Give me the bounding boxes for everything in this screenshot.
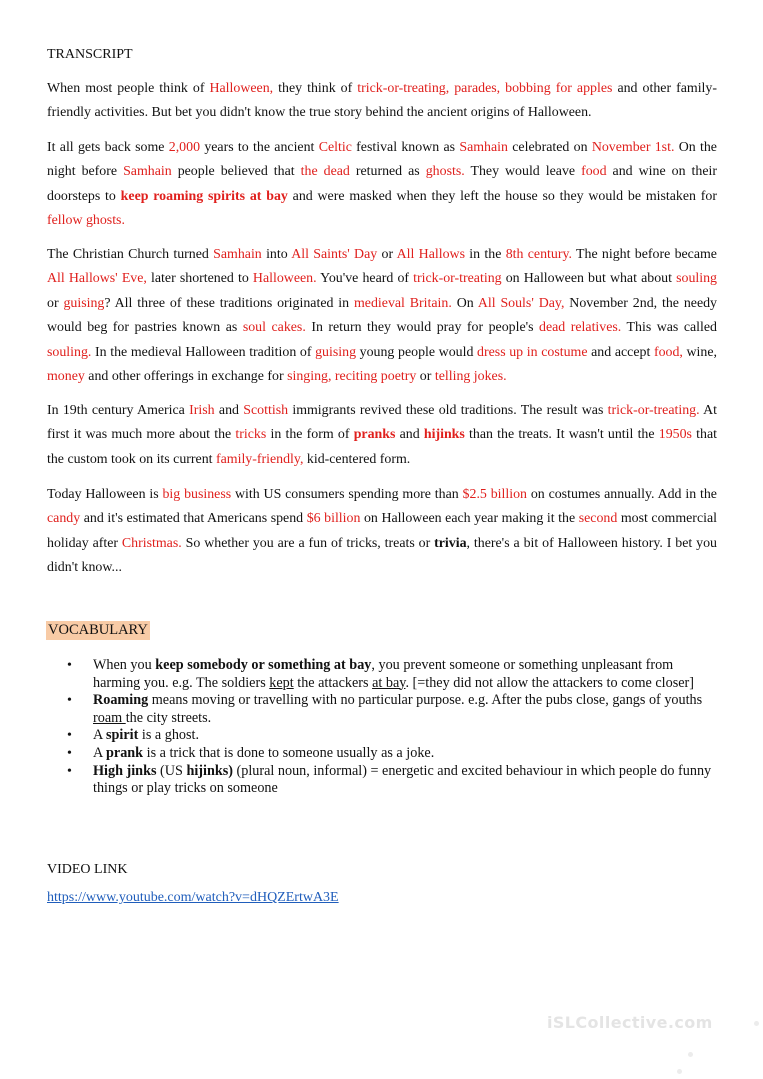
text-run: dress up in costume bbox=[477, 344, 588, 360]
text-run: prank bbox=[106, 744, 144, 761]
text-run: November 2nd, the needy would beg for pastries known as bbox=[47, 295, 718, 336]
transcript-paragraph-1 bbox=[47, 77, 717, 126]
text-run: hijinks) bbox=[186, 762, 233, 779]
video-link[interactable]: https://www.youtube.com/watch?v=dHQZErtwA3E bbox=[47, 890, 339, 905]
text-run: in the bbox=[464, 247, 506, 262]
text-run: trick-or-treating, parades, bobbing for apples bbox=[357, 81, 613, 96]
text-run: Halloween, bbox=[209, 81, 274, 96]
text-run: and accept bbox=[587, 344, 654, 360]
text-run: 8th century. bbox=[505, 247, 572, 262]
text-run: ghosts. bbox=[425, 164, 465, 180]
text-run: big business bbox=[162, 487, 232, 502]
text-run: On the night before bbox=[47, 140, 717, 180]
vocabulary-item bbox=[47, 745, 717, 763]
text-run: money bbox=[47, 369, 85, 385]
text-run: spirit bbox=[106, 727, 139, 744]
text-run: at bay bbox=[372, 674, 406, 691]
text-run: that the custom took on its current bbox=[47, 427, 717, 467]
text-run: A bbox=[93, 744, 107, 761]
vocabulary-item bbox=[47, 657, 717, 692]
text-run: guising bbox=[63, 295, 105, 311]
vocabulary-list bbox=[47, 657, 717, 798]
text-run: Samhain bbox=[213, 247, 262, 262]
text-run: kid-centered form. bbox=[303, 451, 411, 467]
text-run: souling. bbox=[47, 344, 92, 360]
text-run: than the treats. It wasn't until the bbox=[464, 427, 659, 443]
text-run: they think of bbox=[273, 81, 358, 96]
text-run: It all gets back some bbox=[47, 140, 169, 155]
text-run: and other offerings in exchange for bbox=[84, 369, 288, 385]
text-run: (plural noun, informal) = energetic and excited behaviour in which people do funny things or play tricks on someone bbox=[93, 762, 712, 797]
text-run: people believed that bbox=[171, 164, 301, 180]
text-run: pranks bbox=[353, 427, 396, 443]
text-run: second bbox=[578, 511, 618, 527]
text-run: Halloween. bbox=[252, 271, 317, 287]
text-run: dead relatives. bbox=[539, 320, 622, 336]
text-run: into bbox=[261, 247, 292, 262]
watermark-dot bbox=[688, 1052, 693, 1057]
transcript-paragraph-5 bbox=[47, 483, 717, 581]
text-run: . [=they did not allow the attackers to come closer] bbox=[405, 674, 694, 691]
text-run: hijinks bbox=[423, 427, 465, 443]
text-run: ? All three of these traditions originated in bbox=[104, 295, 354, 311]
transcript-paragraph-4 bbox=[47, 399, 717, 472]
text-run: or bbox=[377, 247, 397, 262]
text-run: So whether you are a fun of tricks, treats or bbox=[181, 535, 435, 551]
text-run: or bbox=[416, 369, 435, 385]
text-run: candy bbox=[47, 511, 81, 527]
text-run: Samhain bbox=[123, 164, 172, 180]
text-run: singing, reciting poetry bbox=[287, 369, 417, 385]
text-run: most commercial holiday after bbox=[47, 511, 717, 551]
text-run: A bbox=[93, 727, 107, 744]
text-run: medieval Britain. bbox=[354, 295, 452, 311]
text-run: , you prevent someone or something unpleasant from harming you. e.g. The soldiers bbox=[93, 657, 674, 691]
video-link-heading: VIDEO LINK bbox=[47, 862, 128, 877]
text-run: This was called bbox=[621, 320, 717, 336]
text-run: trick-or-treating. bbox=[607, 403, 700, 418]
text-run: soul cakes. bbox=[242, 320, 306, 336]
text-run: young people would bbox=[356, 344, 478, 360]
transcript-paragraph-2 bbox=[47, 136, 717, 234]
text-run: Scottish bbox=[243, 403, 289, 418]
text-run: $2.5 billion bbox=[462, 487, 527, 502]
text-run: in the form of bbox=[266, 427, 354, 443]
text-run: Celtic bbox=[318, 140, 352, 155]
text-run: kept bbox=[269, 674, 294, 691]
text-run: The night before became bbox=[571, 247, 717, 262]
text-run: keep somebody or something at bay bbox=[155, 657, 372, 673]
text-run: and wine on their doorsteps to bbox=[47, 164, 717, 204]
transcript-heading: TRANSCRIPT bbox=[47, 47, 133, 62]
text-run: All Hallows' Eve, bbox=[47, 271, 147, 287]
text-run: Irish bbox=[189, 403, 215, 418]
text-run: food, bbox=[653, 344, 683, 360]
text-run: On bbox=[451, 295, 478, 311]
vocabulary-item bbox=[47, 692, 717, 727]
text-run: festival known as bbox=[351, 140, 460, 155]
text-run: Roaming bbox=[93, 692, 149, 709]
text-run: The Christian Church turned bbox=[47, 247, 214, 262]
text-run: All Hallows bbox=[396, 247, 465, 262]
text-run: (US bbox=[156, 762, 187, 779]
text-run: on Halloween each year making it the bbox=[360, 511, 579, 527]
text-run: on Halloween but what about bbox=[501, 271, 677, 287]
text-run: immigrants revived these old traditions. The result was bbox=[288, 403, 608, 418]
text-run: You've heard of bbox=[316, 271, 414, 287]
text-run: $6 billion bbox=[306, 511, 361, 527]
vocabulary-heading: VOCABULARY bbox=[48, 622, 148, 638]
text-run: At first it was much more about the bbox=[47, 403, 717, 443]
text-run: In return they would pray for people's bbox=[305, 320, 540, 336]
text-run: is a ghost. bbox=[138, 727, 200, 744]
text-run: means moving or travelling with no particular purpose. e.g. After the pubs close, gangs of youths bbox=[148, 692, 703, 709]
text-run: or bbox=[47, 295, 64, 311]
watermark-logo: iSLCollective.com bbox=[547, 1013, 713, 1032]
text-run: family-friendly, bbox=[215, 451, 304, 467]
text-run: souling bbox=[676, 271, 717, 287]
text-run: 2,000 bbox=[168, 140, 201, 155]
text-run: All Souls' Day, bbox=[477, 295, 565, 311]
text-run: with US consumers spending more than bbox=[231, 487, 463, 502]
text-run: In 19th century America bbox=[47, 403, 190, 418]
text-run: later shortened to bbox=[146, 271, 253, 287]
text-run: November 1st. bbox=[591, 140, 675, 155]
text-run: and bbox=[214, 403, 244, 418]
text-run: guising bbox=[315, 344, 357, 360]
watermark-dot bbox=[754, 1021, 759, 1026]
text-run: All Saints' Day bbox=[291, 247, 378, 262]
text-run: years to the ancient bbox=[200, 140, 319, 155]
text-run: trivia bbox=[434, 535, 467, 551]
text-run: When most people think of bbox=[47, 81, 210, 96]
watermark-dot bbox=[677, 1069, 682, 1074]
text-run: celebrated on bbox=[507, 140, 592, 155]
text-run: and it's estimated that Americans spend bbox=[80, 511, 307, 527]
vocabulary-item bbox=[47, 727, 717, 745]
text-run: returned as bbox=[349, 164, 426, 180]
text-run: is a trick that is done to someone usually as a joke. bbox=[143, 744, 435, 761]
text-run: wine, bbox=[682, 344, 717, 360]
text-run: tricks bbox=[235, 427, 267, 443]
text-run: Today Halloween is bbox=[47, 487, 163, 502]
text-run: and other family-friendly activities. But bet you didn't know the true story behind the ancient origins of Halloween. bbox=[47, 81, 717, 121]
text-run: and bbox=[395, 427, 424, 443]
text-run: trick-or-treating bbox=[413, 271, 502, 287]
text-run: Christmas. bbox=[121, 535, 182, 551]
text-run: on costumes annually. Add in the bbox=[526, 487, 717, 502]
text-run: fellow ghosts. bbox=[47, 213, 125, 229]
vocabulary-item bbox=[47, 763, 717, 798]
text-run: roam bbox=[93, 709, 126, 726]
text-run: the attackers bbox=[293, 674, 373, 691]
transcript-paragraph-3 bbox=[47, 243, 717, 389]
text-run: the dead bbox=[300, 164, 350, 180]
text-run: food bbox=[581, 164, 607, 180]
text-run: keep roaming spirits at bay bbox=[120, 188, 288, 204]
text-run: , there's a bit of Halloween history. I bet you didn't know... bbox=[47, 535, 717, 576]
text-run: and were masked when they left the house so they would be mistaken for bbox=[287, 188, 718, 204]
text-run: They would leave bbox=[464, 164, 582, 180]
text-run: telling jokes. bbox=[434, 369, 507, 385]
text-run: In the medieval Halloween tradition of bbox=[91, 344, 316, 360]
text-run: When you bbox=[93, 657, 156, 673]
text-run: Samhain bbox=[459, 140, 508, 155]
text-run: High jinks bbox=[93, 762, 157, 779]
text-run: the city streets. bbox=[125, 709, 212, 726]
text-run: 1950s bbox=[658, 427, 692, 443]
